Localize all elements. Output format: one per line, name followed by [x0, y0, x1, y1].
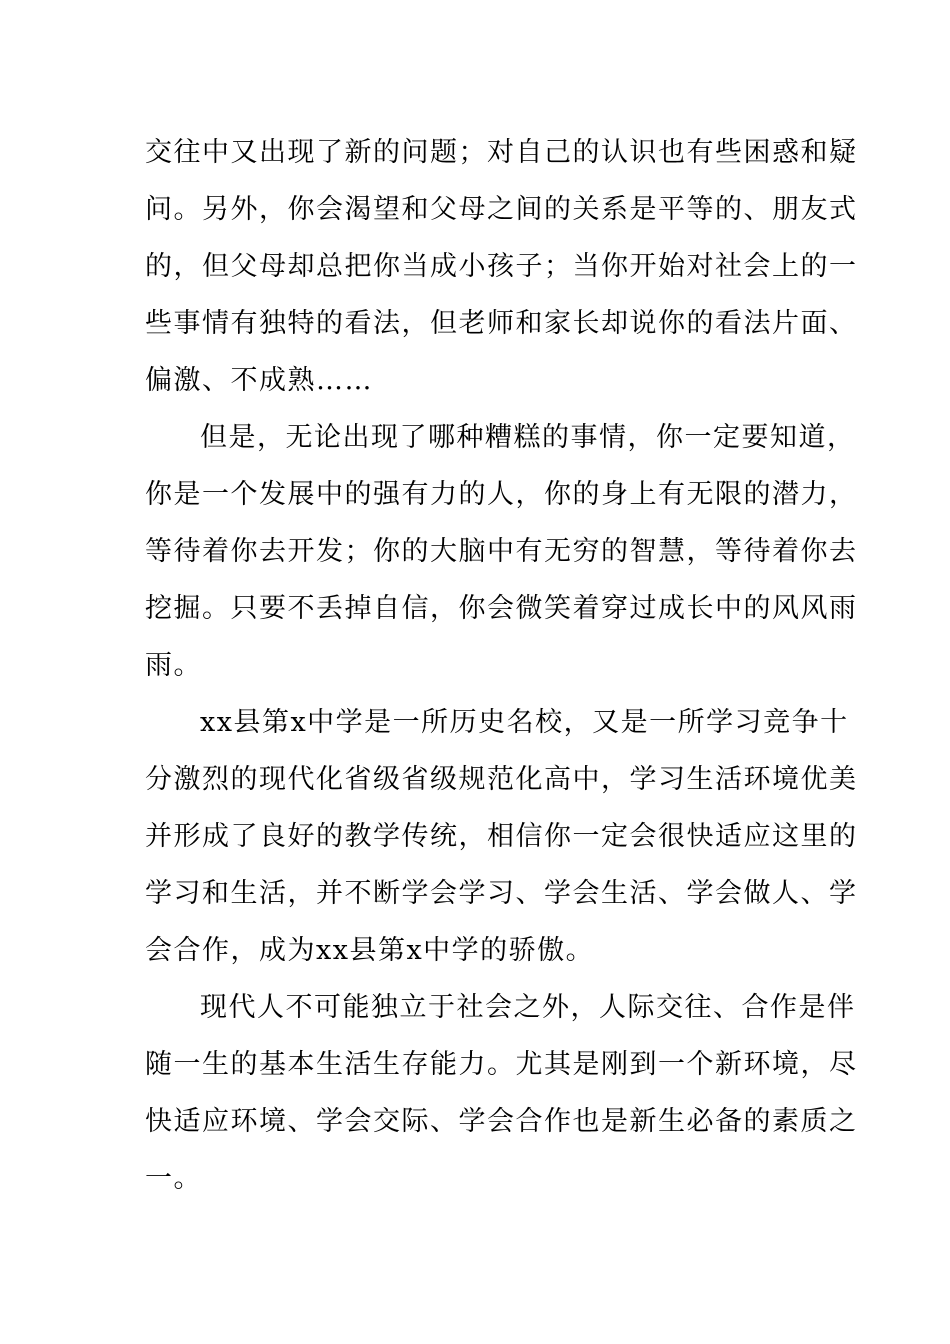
- text-line: 等待着你去开发；你的大脑中有无穷的智慧，等待着你去: [145, 536, 858, 567]
- text-line: 挖掘。只要不丢掉自信，你会微笑着穿过成长中的风风雨: [145, 593, 858, 624]
- text-line: 会合作，成为xx县第x中学的骄傲。: [145, 935, 595, 966]
- text-line: 学习和生活，并不断学会学习、学会生活、学会做人、学: [145, 878, 858, 909]
- text-line: 分激烈的现代化省级省级规范化高中，学习生活环境优美: [145, 764, 858, 795]
- text-line: 些事情有独特的看法，但老师和家长却说你的看法片面、: [145, 308, 858, 339]
- paragraph-first-line: xx县第x中学是一所历史名校，又是一所学习竞争十: [200, 707, 849, 738]
- paragraph-first-line: 但是，无论出现了哪种糟糕的事情，你一定要知道，: [200, 422, 856, 453]
- text-line: 偏激、不成熟……: [145, 365, 373, 396]
- text-line: 你是一个发展中的强有力的人，你的身上有无限的潜力，: [145, 479, 858, 510]
- text-line: 并形成了良好的教学传统，相信你一定会很快适应这里的: [145, 821, 858, 852]
- paragraph-first-line: 现代人不可能独立于社会之外，人际交往、合作是伴: [200, 992, 856, 1023]
- text-line: 问。另外，你会渴望和父母之间的关系是平等的、朋友式: [145, 194, 858, 225]
- text-line: 快适应环境、学会交际、学会合作也是新生必备的素质之: [145, 1106, 858, 1137]
- text-line: 雨。: [145, 650, 202, 681]
- text-line: 随一生的基本生活生存能力。尤其是刚到一个新环境，尽: [145, 1049, 858, 1080]
- text-line: 的，但父母却总把你当成小孩子；当你开始对社会上的一: [145, 251, 858, 282]
- text-line: 一。: [145, 1163, 202, 1194]
- text-line: 交往中又出现了新的问题；对自己的认识也有些困惑和疑: [145, 137, 858, 168]
